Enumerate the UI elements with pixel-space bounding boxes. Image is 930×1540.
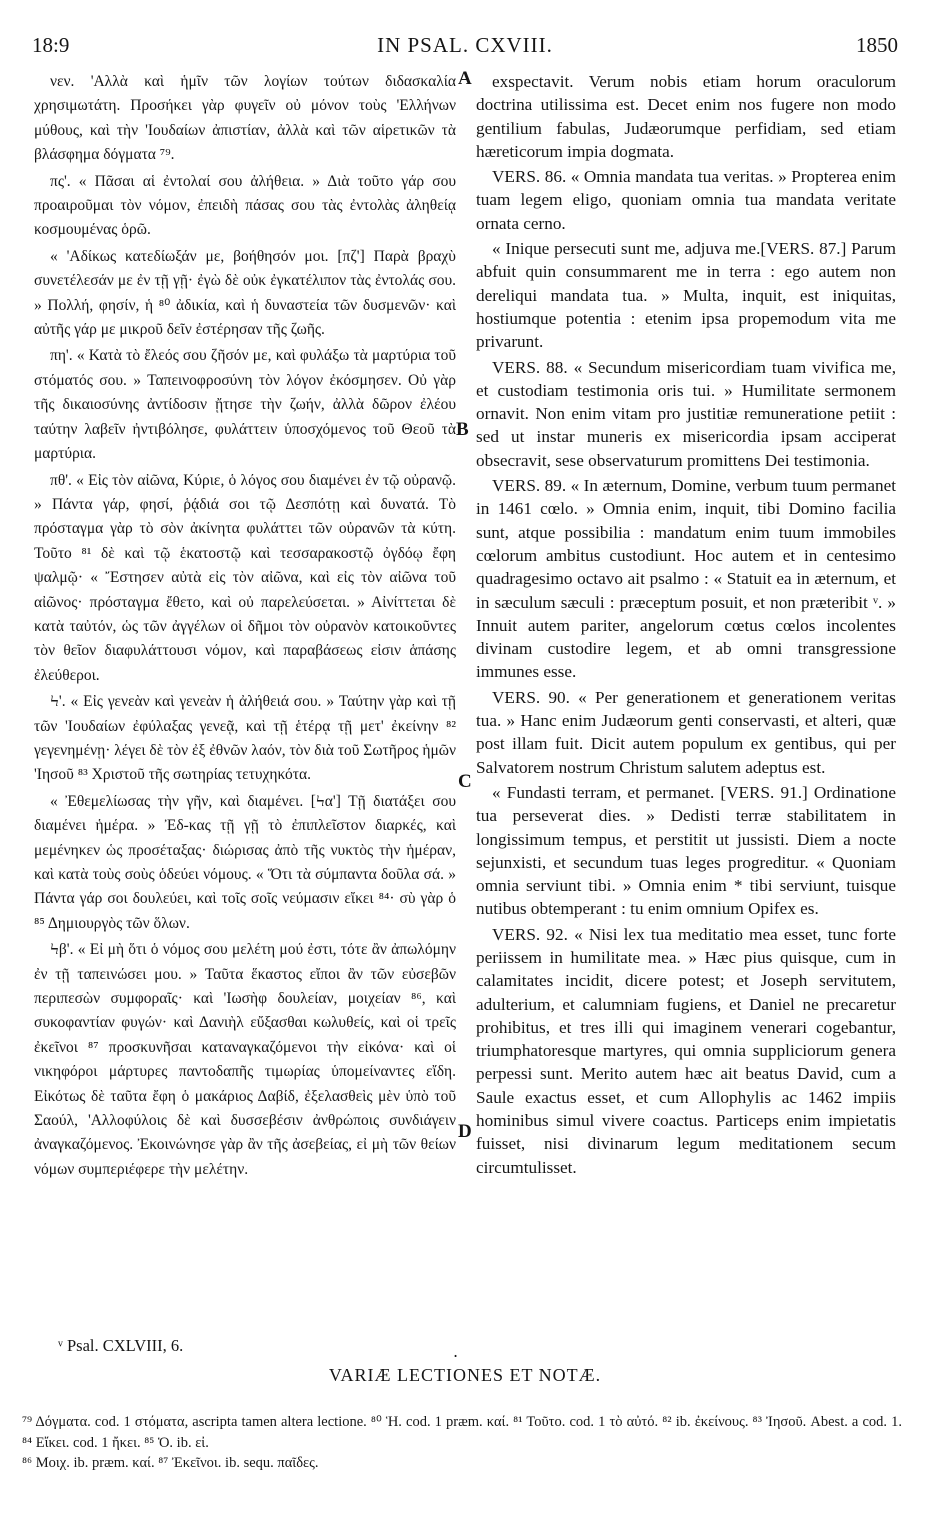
greek-paragraph: « 'Αδίκως κατεδίωξάν με, βοήθησόν μοι. [πζ'] Παρὰ βραχὺ συνετέλεσάν με ἐν τῇ γῇ· ἐγὼ δὲ οὐκ ἐγκατέλιπον τὰς ἐντολάς σου. » Πολλή, φησίν, ἡ ⁸⁰ ἀδικία, καὶ ἡ δυναστεία τῶν δυσμενῶν· καὶ αὐτῆς γάρ με μικροῦ δεῖν ἐστέρησαν τῆς ζωῆς. (34, 247, 456, 339)
notes-line: ⁷⁹ Δόγματα. cod. 1 στόματα, ascripta tamen altera lectione. ⁸⁰ Ἡ. cod. 1 præm. καί. ⁸¹ Τοῦτο. cod. 1 τὸ αὐτό. ⁸² ib. ἐκείνους. ⁸³ Ἰησοῦ. Abest. a cod. 1. ⁸⁴ Εἴκει. cod. 1 ἤκει. ⁸⁵ Ὁ. ib. εἰ. (22, 1414, 902, 1451)
latin-paragraph: VERS. 90. « Per generationem et generationem veritas tua. » Hanc enim Judæorum genti conservasti, et alteri, quæ post illam fuit. Dicit autem populum ex gentibus, qui per Salvatorem nostrum Christum salutem adeptus est. (476, 687, 896, 777)
latin-paragraph: « Fundasti terram, et permanet. [VERS. 91.] Ordinatione tua perseverat dies. » Dedisti terræ stabilitatem in longissimum tempus, et perstitit ut jussisti. Diem a nocte sejunxisti, et secundum tuas leges progreditur. « Quoniam omnia serviunt tibi. » Omnia enim * tibi serviunt, tuisque nutibus obtemperant : tu enim omnium Opifex es. (476, 782, 896, 919)
margin-marker-a: A (458, 68, 472, 89)
latin-paragraph: VERS. 92. « Nisi lex tua meditatio mea esset, tunc forte periissem in humilitate mea. » Hæc pius quisque, cum in calamitates incidit, dicere potest; et Joseph servitutem, adulterium, et calumniam fugiens, et Daniel ne precaretur prohibitus, et tres illi qui imaginem venerari cogebantur, triumphatoresque martyres, qui omnia suppliciorum genera perpessi sunt. Merito autem hæc ait beatus David, cum a Saule exactus esset, et cum Allophylis ac 1462 impiis hominibus simul vivere coactus. Particeps enim impietatis fuisset, nisi divinarum legum meditationem secum circumtulisset. (476, 924, 896, 1177)
latin-paragraph: « Inique persecuti sunt me, adjuva me.[VERS. 87.] Parum abfuit quin consummarent me in terra : ego autem non dereliqui mandata tua. » Multa, inquit, est iniquitas, hostiumque potentia : etenim ipsa propemodum vita me privarunt. (476, 239, 896, 352)
page-number-right: 1850 (856, 33, 898, 57)
latin-paragraph: VERS. 88. « Secundum misericordiam tuam vivifica me, et custodiam testimonia oris tui. » Humilitate sermonem ornavit. Non enim vitam pro justitiæ remuneratione petiit : sed ut instar muneris ex misericordia ipsam acciperat obsecravit, sese observaturum promittens Dei testimonia. (476, 357, 896, 470)
variant-notes (22, 1412, 902, 1474)
greek-paragraph: πς'. « Πᾶσαι αἱ ἐντολαί σου ἀλήθεια. » Διὰ τοῦτο γάρ σου προαιροῦμαι τὸν νόμον, ἐπειδὴ πάσας σου τὰς ἐντολὰς ἀληθείᾳ κοσμουμένας ὁρῶ. (34, 172, 456, 239)
latin-paragraph: VERS. 89. « In æternum, Domine, verbum tuum permanet in 1461 cœlo. » Omnia enim, inquit, tibi Domino facilia sunt, atque possibilia : mandatum enim tuum immobiles cœlorum ambitus custodiunt. Hoc autem et in centesimo quadragesimo octavo ait psalmo : « Statuit ea in æternum, et in sæculum sæculi : præceptum posuit, et non præteribit ᵛ. » Innuit autem pariter, angelorum cœtus cœlos incolentes divinam custodire legem, et ab omni transgressione immunes esse. (476, 476, 896, 682)
scripture-reference-note: ᵛ Psal. CXLVIII, 6. (58, 1336, 184, 1355)
separator-dot: . (453, 1342, 459, 1361)
running-title: IN PSAL. CXVIII. (377, 33, 553, 57)
latin-paragraph: exspectavit. Verum nobis etiam horum oraculorum doctrina utilissima est. Decet enim nos fugere non modo gentilium fabulas, Judæorumque perfidiam, sed etiam hæreticorum impia dogmata. (476, 72, 896, 161)
latin-column (476, 70, 896, 1325)
greek-paragraph: Ϟβ'. « Εἰ μὴ ὅτι ὁ νόμος σου μελέτη μού ἐστι, τότε ἂν ἀπωλόμην ἐν τῇ ταπεινώσει μου. » Ταῦτα ἕκαστος εἴποι ἂν τῶν εὐσεβῶν περιπεσὼν συμφοραῖς· καὶ 'Ιωσὴφ δουλείαν, μοιχείαν ⁸⁶, καὶ συκοφαντίαν φυγών· καὶ Δανιὴλ εὔξασθαι κωλυθείς, καὶ οἱ τρεῖς ἐκεῖνοι ⁸⁷ προσκυνῆσαι καταναγκαζόμενοι τὴν εἰκόνα· καὶ οἱ νικηφόροι μάρτυρες παντοδαπῆς τιμωρίας ὑπομείναντες εἴδη. Εἰκότως δὲ ταῦτα ἔφη ὁ μακάριος Δαβίδ, ἐξελασθεὶς μὲν ὑπὸ τοῦ Σαούλ, 'Αλλοφύλοις δὲ καὶ δυσσεβέσιν ἀνθρώποις συνδιάγειν ἀναγκαζόμενος. Ἐκοινώνησε γὰρ ἂν τῆς ἀσεβείας, εἰ μὴ τῶν θείων νόμων συμπεριέφερε τὴν μελέτην. (34, 941, 456, 1178)
notes-heading: VARIÆ LECTIONES ET NOTÆ. (328, 1365, 602, 1385)
margin-marker-b: B (456, 419, 469, 440)
greek-paragraph: πθ'. « Εἰς τὸν αἰῶνα, Κύριε, ὁ λόγος σου διαμένει ἐν τῷ οὐρανῷ. » Πάντα γάρ, φησί, ῥᾴδιά σοι τῷ Δεσπότῃ καὶ δυνατά. Τὸ πρόσταγμα γὰρ τὸ σὸν ἀκίνητα φυλάττει τῶν οὐρανῶν τὰ κύτη. Τοῦτο ⁸¹ δὲ καὶ τῷ ἑκατοστῷ καὶ τεσσαρακοστῷ ὀγδόῳ ἔφη ψαλμῷ· « Ἔστησεν αὐτὰ εἰς τὸν αἰῶνα, καὶ εἰς τὸν αἰῶνα τοῦ αἰῶνος· πρόσταγμα ἔθετο, καὶ οὐ παρελεύσεται. » Αἰνίττεται δὲ κατὰ ταὐτόν, ὡς τῶν ἀγγέλων οἱ δῆμοι τὸν οὐρανὸν κατοικοῦντες τὸν θεῖον διαφυλάττουσι νόμον, καὶ παραβάσεως εἰσιν ἁπάσης ἐλεύθεροι. (34, 471, 456, 684)
latin-paragraph: VERS. 86. « Omnia mandata tua veritas. » Propterea enim tuam legem eligo, quoniam omnia tua mandata veritate ornata cerno. (476, 167, 896, 233)
greek-paragraph: Ϟ'. « Εἰς γενεὰν καὶ γενεὰν ἡ ἀλήθειά σου. » Ταύτην γὰρ καὶ τῇ τῶν 'Ιουδαίων ἐφύλαξας γενεᾷ, καὶ τῇ ἑτέρᾳ τῇ μετ' ἐκείνην ⁸² γεγενημένῃ· λέγει δὲ τὸν ἐξ ἐθνῶν λαόν, τὸν διὰ τοῦ Σωτῆρος ἡμῶν 'Ιησοῦ ⁸³ Χριστοῦ τῆς σωτηρίας τετυχηκότα. (34, 693, 456, 784)
greek-column (34, 70, 456, 1325)
page-number-left: 18:9 (32, 33, 70, 57)
greek-paragraph: « Ἐθεμελίωσας τὴν γῆν, καὶ διαμένει. [Ϟα'] Τῇ διατάξει σου διαμένει ἡμέρα. » Ἐδ-κας τῇ γῇ τὸ ἐπιπλεῖστον διαρκές, καὶ μεμένηκεν ὡς προσέταξας· διώρισας ἀπὸ τῆς νυκτὸς τὴν ἡμέραν, καὶ κατὰ τοὺς σοὺς ὁδεύει νόμους. « Ὅτι τὰ σύμπαντα δοῦλα σά. » Πάντα γάρ σοι δουλεύει, καὶ τοῖς σοῖς νεύμασιν εἴκει ⁸⁴· σὺ γὰρ ὁ ⁸⁵ Δημιουργὸς τῶν ὅλων. (34, 792, 456, 932)
margin-marker-c: C (458, 771, 472, 792)
greek-paragraph: πη'. « Κατὰ τὸ ἔλεός σου ζῆσόν με, καὶ φυλάξω τὰ μαρτύρια τοῦ στόματός σου. » Ταπεινοφροσύνη τὸν λόγον ἐκόσμησεν. Οὐ γὰρ τῆς δικαιοσύνης ἀντίδοσιν ᾔτησε τὴν ζωήν, ἀλλὰ δῶρον ἐλέου ταύτην λαβεῖν ἠντιβόλησε, φυλάττειν ὑποσχόμενος τοῦ Θεοῦ τὰ μαρτύρια. (34, 347, 456, 463)
greek-paragraph: νεν. 'Αλλὰ καὶ ἡμῖν τῶν λογίων τούτων διδασκαλία χρησιμωτάτη. Προσήκει γὰρ φυγεῖν οὐ μόνον τοὺς 'Ελλήνων μύθους, καὶ τὴν 'Ιουδαίων ἀπιστίαν, ἀλλὰ καὶ τῶν αἱρετικῶν τὰ βλάσφημα δόγματα ⁷⁹. (34, 73, 456, 164)
notes-line: ⁸⁶ Μοιχ. ib. præm. καί. ⁸⁷ Ἐκεῖνοι. ib. sequ. παῖδες. (22, 1455, 319, 1471)
margin-marker-d: D (458, 1121, 472, 1142)
